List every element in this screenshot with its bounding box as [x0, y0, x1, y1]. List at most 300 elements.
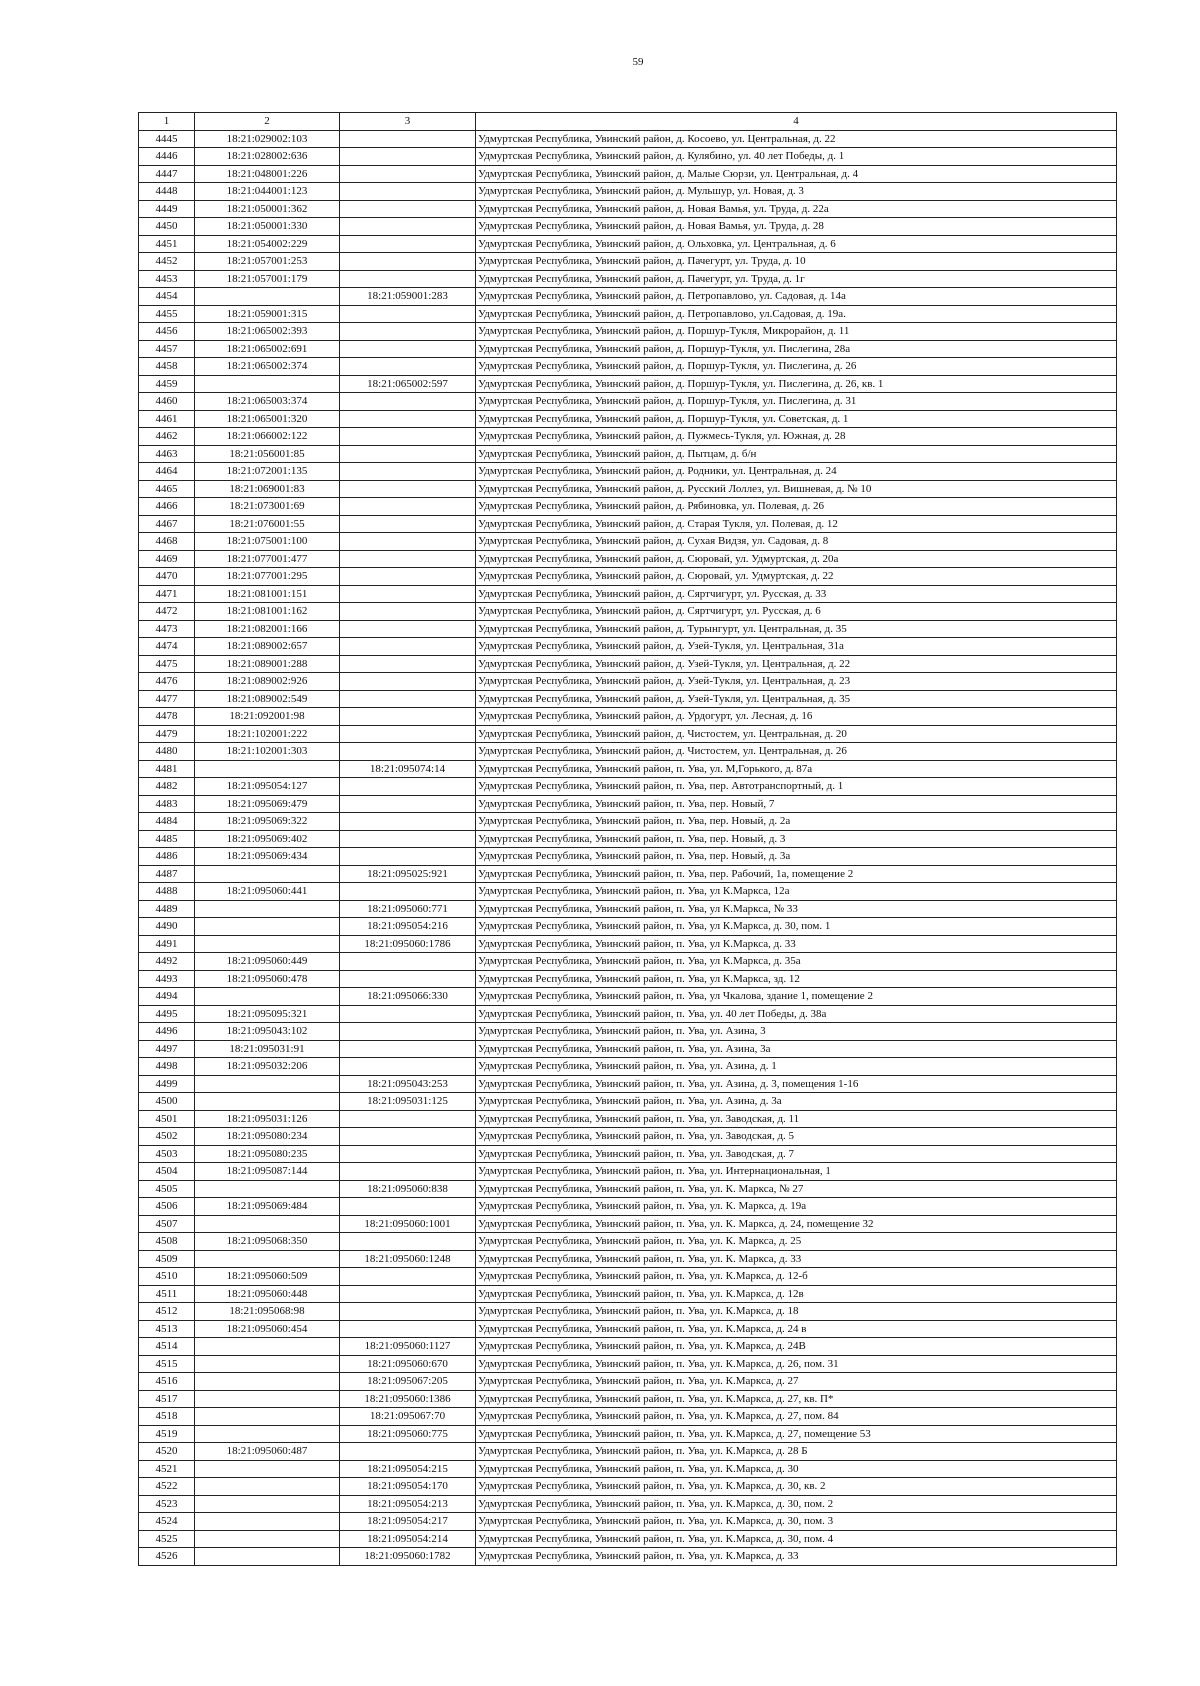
- cadastral-number-premises-cell: 18:21:095060:1001: [340, 1215, 476, 1233]
- cadastral-number-premises-cell: [340, 813, 476, 831]
- table-row: [139, 463, 1117, 481]
- cadastral-number-land-cell: 18:21:089002:549: [195, 690, 340, 708]
- cadastral-number-premises-cell: 18:21:095054:216: [340, 918, 476, 936]
- cadastral-number-premises-cell: 18:21:095060:1127: [340, 1338, 476, 1356]
- table-row: [139, 1215, 1117, 1233]
- address-cell: Удмуртская Республика, Увинский район, п. Ува, ул. К.Маркса, д. 27: [476, 1373, 1117, 1391]
- cadastral-number-premises-cell: [340, 393, 476, 411]
- cadastral-number-premises-cell: [340, 708, 476, 726]
- table-row: [139, 235, 1117, 253]
- cadastral-number-premises-cell: [340, 1198, 476, 1216]
- table-row: [139, 743, 1117, 761]
- address-cell: Удмуртская Республика, Увинский район, п. Ува, пер. Автотранспортный, д. 1: [476, 778, 1117, 796]
- cadastral-number-land-cell: 18:21:095043:102: [195, 1023, 340, 1041]
- row-number-cell: 4482: [139, 778, 195, 796]
- cadastral-number-premises-cell: 18:21:095025:921: [340, 865, 476, 883]
- table-row: [139, 498, 1117, 516]
- address-cell: Удмуртская Республика, Увинский район, п. Ува, ул. Азина, д. 3а: [476, 1093, 1117, 1111]
- row-number-cell: 4452: [139, 253, 195, 271]
- cadastral-number-land-cell: 18:21:076001:55: [195, 515, 340, 533]
- table-row: [139, 655, 1117, 673]
- row-number-cell: 4494: [139, 988, 195, 1006]
- cadastral-number-premises-cell: [340, 515, 476, 533]
- address-cell: Удмуртская Республика, Увинский район, д. Петропавлово, ул.Садовая, д. 19а.: [476, 305, 1117, 323]
- cadastral-number-premises-cell: 18:21:095060:1248: [340, 1250, 476, 1268]
- address-cell: Удмуртская Республика, Увинский район, п. Ува, ул Чкалова, здание 1, помещение 2: [476, 988, 1117, 1006]
- cadastral-number-land-cell: 18:21:066002:122: [195, 428, 340, 446]
- cadastral-number-premises-cell: [340, 690, 476, 708]
- cadastral-number-land-cell: [195, 900, 340, 918]
- table-row: [139, 270, 1117, 288]
- row-number-cell: 4493: [139, 970, 195, 988]
- cadastral-number-premises-cell: [340, 183, 476, 201]
- table-row: [139, 585, 1117, 603]
- cadastral-number-premises-cell: 18:21:095054:217: [340, 1513, 476, 1531]
- table-row: [139, 445, 1117, 463]
- row-number-cell: 4489: [139, 900, 195, 918]
- cadastral-number-premises-cell: [340, 148, 476, 166]
- cadastral-number-land-cell: 18:21:092001:98: [195, 708, 340, 726]
- cadastral-number-premises-cell: 18:21:095067:70: [340, 1408, 476, 1426]
- cadastral-number-premises-cell: [340, 1285, 476, 1303]
- cadastral-number-premises-cell: [340, 638, 476, 656]
- table-row: [139, 638, 1117, 656]
- table-row: [139, 848, 1117, 866]
- table-row: [139, 428, 1117, 446]
- row-number-cell: 4521: [139, 1460, 195, 1478]
- table-row: [139, 165, 1117, 183]
- row-number-cell: 4517: [139, 1390, 195, 1408]
- cadastral-number-premises-cell: [340, 1040, 476, 1058]
- row-number-cell: 4447: [139, 165, 195, 183]
- table-row: [139, 1408, 1117, 1426]
- table-row: [139, 550, 1117, 568]
- row-number-cell: 4449: [139, 200, 195, 218]
- address-cell: Удмуртская Республика, Увинский район, п. Ува, ул. К. Маркса, д. 25: [476, 1233, 1117, 1251]
- row-number-cell: 4510: [139, 1268, 195, 1286]
- table-row: [139, 1250, 1117, 1268]
- row-number-cell: 4516: [139, 1373, 195, 1391]
- cadastral-number-land-cell: 18:21:081001:162: [195, 603, 340, 621]
- address-cell: Удмуртская Республика, Увинский район, п. Ува, ул. Азина, 3: [476, 1023, 1117, 1041]
- table-row: [139, 515, 1117, 533]
- cadastral-number-land-cell: 18:21:057001:253: [195, 253, 340, 271]
- address-cell: Удмуртская Республика, Увинский район, п. Ува, ул. К.Маркса, д. 30, пом. 2: [476, 1495, 1117, 1513]
- row-number-cell: 4465: [139, 480, 195, 498]
- address-cell: Удмуртская Республика, Увинский район, п. Ува, ул. К. Маркса, д. 24, помещение 32: [476, 1215, 1117, 1233]
- address-cell: Удмуртская Республика, Увинский район, д. Турынгурт, ул. Центральная, д. 35: [476, 620, 1117, 638]
- address-cell: Удмуртская Республика, Увинский район, д. Узей-Тукля, ул. Центральная, 31а: [476, 638, 1117, 656]
- cadastral-number-premises-cell: [340, 568, 476, 586]
- address-cell: Удмуртская Республика, Увинский район, д. Поршур-Тукля, ул. Пислегина, д. 26, кв. 1: [476, 375, 1117, 393]
- page-number: 59: [632, 56, 644, 68]
- row-number-cell: 4450: [139, 218, 195, 236]
- table-row: [139, 1460, 1117, 1478]
- cadastral-number-premises-cell: [340, 235, 476, 253]
- row-number-cell: 4468: [139, 533, 195, 551]
- cadastral-number-premises-cell: [340, 428, 476, 446]
- table-row: [139, 480, 1117, 498]
- cadastral-number-land-cell: [195, 1075, 340, 1093]
- table-row: [139, 358, 1117, 376]
- address-cell: Удмуртская Республика, Увинский район, п. Ува, пер. Новый, д. 3а: [476, 848, 1117, 866]
- row-number-cell: 4503: [139, 1145, 195, 1163]
- cadastral-number-premises-cell: [340, 218, 476, 236]
- row-number-cell: 4470: [139, 568, 195, 586]
- row-number-cell: 4453: [139, 270, 195, 288]
- cadastral-number-land-cell: [195, 865, 340, 883]
- cadastral-number-premises-cell: [340, 463, 476, 481]
- address-cell: Удмуртская Республика, Увинский район, п. Ува, пер. Новый, д. 3: [476, 830, 1117, 848]
- row-number-cell: 4473: [139, 620, 195, 638]
- row-number-cell: 4472: [139, 603, 195, 621]
- address-cell: Удмуртская Республика, Увинский район, д. Сяртчигурт, ул. Русская, д. 6: [476, 603, 1117, 621]
- cadastral-number-land-cell: 18:21:095080:234: [195, 1128, 340, 1146]
- cadastral-number-land-cell: 18:21:095069:402: [195, 830, 340, 848]
- row-number-cell: 4460: [139, 393, 195, 411]
- cadastral-number-premises-cell: 18:21:095060:775: [340, 1425, 476, 1443]
- row-number-cell: 4509: [139, 1250, 195, 1268]
- table-row: [139, 1023, 1117, 1041]
- cadastral-number-land-cell: 18:21:056001:85: [195, 445, 340, 463]
- cadastral-number-land-cell: 18:21:095060:454: [195, 1320, 340, 1338]
- row-number-cell: 4501: [139, 1110, 195, 1128]
- address-cell: Удмуртская Республика, Увинский район, д. Ольховка, ул. Центральная, д. 6: [476, 235, 1117, 253]
- cadastral-number-premises-cell: [340, 498, 476, 516]
- cadastral-number-land-cell: 18:21:095060:441: [195, 883, 340, 901]
- cadastral-number-premises-cell: 18:21:095060:670: [340, 1355, 476, 1373]
- table-row: [139, 410, 1117, 428]
- table-row: [139, 935, 1117, 953]
- row-number-cell: 4451: [139, 235, 195, 253]
- table-row: [139, 1513, 1117, 1531]
- row-number-cell: 4455: [139, 305, 195, 323]
- cadastral-number-land-cell: [195, 288, 340, 306]
- row-number-cell: 4463: [139, 445, 195, 463]
- table-row: [139, 1495, 1117, 1513]
- address-cell: Удмуртская Республика, Увинский район, п. Ува, ул К.Маркса, 12а: [476, 883, 1117, 901]
- address-cell: Удмуртская Республика, Увинский район, д. Новая Вамья, ул. Труда, д. 22а: [476, 200, 1117, 218]
- cadastral-number-land-cell: 18:21:095060:449: [195, 953, 340, 971]
- row-number-cell: 4474: [139, 638, 195, 656]
- row-number-cell: 4484: [139, 813, 195, 831]
- address-cell: Удмуртская Республика, Увинский район, д. Новая Вамья, ул. Труда, д. 28: [476, 218, 1117, 236]
- cadastral-number-premises-cell: 18:21:095060:838: [340, 1180, 476, 1198]
- cadastral-number-land-cell: [195, 1460, 340, 1478]
- table-row: [139, 673, 1117, 691]
- address-cell: Удмуртская Республика, Увинский район, п. Ува, ул К.Маркса, д. 35а: [476, 953, 1117, 971]
- table-row: [139, 1303, 1117, 1321]
- cadastral-number-land-cell: 18:21:095069:322: [195, 813, 340, 831]
- table-row: [139, 1548, 1117, 1566]
- row-number-cell: 4477: [139, 690, 195, 708]
- row-number-cell: 4526: [139, 1548, 195, 1566]
- cadastral-number-premises-cell: [340, 1128, 476, 1146]
- cadastral-number-land-cell: [195, 1548, 340, 1566]
- address-cell: Удмуртская Республика, Увинский район, п. Ува, ул. Интернациональная, 1: [476, 1163, 1117, 1181]
- row-number-cell: 4499: [139, 1075, 195, 1093]
- cadastral-number-land-cell: 18:21:095080:235: [195, 1145, 340, 1163]
- cadastral-number-premises-cell: [340, 848, 476, 866]
- cadastral-number-premises-cell: [340, 323, 476, 341]
- cadastral-number-premises-cell: [340, 410, 476, 428]
- row-number-cell: 4523: [139, 1495, 195, 1513]
- row-number-cell: 4498: [139, 1058, 195, 1076]
- cadastral-number-land-cell: [195, 1478, 340, 1496]
- address-cell: Удмуртская Республика, Увинский район, д. Петропавлово, ул. Садовая, д. 14а: [476, 288, 1117, 306]
- cadastral-number-land-cell: 18:21:102001:303: [195, 743, 340, 761]
- address-cell: Удмуртская Республика, Увинский район, п. Ува, ул. Азина, 3а: [476, 1040, 1117, 1058]
- address-cell: Удмуртская Республика, Увинский район, д. Сухая Видзя, ул. Садовая, д. 8: [476, 533, 1117, 551]
- table-row: [139, 323, 1117, 341]
- cadastral-number-premises-cell: 18:21:095031:125: [340, 1093, 476, 1111]
- cadastral-number-premises-cell: [340, 673, 476, 691]
- address-cell: Удмуртская Республика, Увинский район, д. Узей-Тукля, ул. Центральная, д. 22: [476, 655, 1117, 673]
- table-row: [139, 1145, 1117, 1163]
- address-cell: Удмуртская Республика, Увинский район, п. Ува, ул. К.Маркса, д. 30: [476, 1460, 1117, 1478]
- table-row: [139, 1443, 1117, 1461]
- cadastral-number-land-cell: 18:21:089002:926: [195, 673, 340, 691]
- row-number-cell: 4466: [139, 498, 195, 516]
- address-cell: Удмуртская Республика, Увинский район, п. Ува, ул К.Маркса, зд. 12: [476, 970, 1117, 988]
- row-number-cell: 4445: [139, 130, 195, 148]
- address-cell: Удмуртская Республика, Увинский район, п. Ува, ул. К.Маркса, д. 12-б: [476, 1268, 1117, 1286]
- address-cell: Удмуртская Республика, Увинский район, д. Мульшур, ул. Новая, д. 3: [476, 183, 1117, 201]
- address-cell: Удмуртская Республика, Увинский район, д. Кулябино, ул. 40 лет Победы, д. 1: [476, 148, 1117, 166]
- row-number-cell: 4519: [139, 1425, 195, 1443]
- row-number-cell: 4478: [139, 708, 195, 726]
- address-cell: Удмуртская Республика, Увинский район, п. Ува, ул. К.Маркса, д. 18: [476, 1303, 1117, 1321]
- cadastral-number-land-cell: 18:21:065001:320: [195, 410, 340, 428]
- table-row: [139, 253, 1117, 271]
- cadastral-number-land-cell: 18:21:095054:127: [195, 778, 340, 796]
- table-row: [139, 393, 1117, 411]
- cadastral-number-land-cell: 18:21:050001:330: [195, 218, 340, 236]
- cadastral-number-premises-cell: 18:21:095060:1386: [340, 1390, 476, 1408]
- row-number-cell: 4504: [139, 1163, 195, 1181]
- cadastral-number-premises-cell: [340, 725, 476, 743]
- table-row: [139, 883, 1117, 901]
- cadastral-number-land-cell: 18:21:069001:83: [195, 480, 340, 498]
- cadastral-number-land-cell: 18:21:095031:126: [195, 1110, 340, 1128]
- cadastral-number-land-cell: 18:21:065002:393: [195, 323, 340, 341]
- row-number-cell: 4488: [139, 883, 195, 901]
- row-number-cell: 4500: [139, 1093, 195, 1111]
- address-cell: Удмуртская Республика, Увинский район, п. Ува, ул. К.Маркса, д. 26, пом. 31: [476, 1355, 1117, 1373]
- address-cell: Удмуртская Республика, Увинский район, д. Поршур-Тукля, ул. Пислегина, 28а: [476, 340, 1117, 358]
- cadastral-number-land-cell: [195, 1093, 340, 1111]
- table-row: [139, 340, 1117, 358]
- address-cell: Удмуртская Республика, Увинский район, п. Ува, ул. К.Маркса, д. 24 в: [476, 1320, 1117, 1338]
- cadastral-number-premises-cell: 18:21:095067:205: [340, 1373, 476, 1391]
- cadastral-number-land-cell: 18:21:072001:135: [195, 463, 340, 481]
- column-header-3: 3: [340, 113, 476, 131]
- address-cell: Удмуртская Республика, Увинский район, д. Сяртчигурт, ул. Русская, д. 33: [476, 585, 1117, 603]
- row-number-cell: 4508: [139, 1233, 195, 1251]
- address-cell: Удмуртская Республика, Увинский район, д. Урдогурт, ул. Лесная, д. 16: [476, 708, 1117, 726]
- cadastral-number-land-cell: [195, 375, 340, 393]
- table-row: [139, 183, 1117, 201]
- cadastral-number-premises-cell: [340, 533, 476, 551]
- address-cell: Удмуртская Республика, Увинский район, п. Ува, ул. К. Маркса, д. 19а: [476, 1198, 1117, 1216]
- cadastral-number-premises-cell: [340, 655, 476, 673]
- table-row: [139, 1530, 1117, 1548]
- table-row: [139, 1075, 1117, 1093]
- table-row: [139, 305, 1117, 323]
- address-cell: Удмуртская Республика, Увинский район, п. Ува, ул. К.Маркса, д. 30, кв. 2: [476, 1478, 1117, 1496]
- address-cell: Удмуртская Республика, Увинский район, п. Ува, ул К.Маркса, д. 33: [476, 935, 1117, 953]
- row-number-cell: 4459: [139, 375, 195, 393]
- table-row: [139, 813, 1117, 831]
- row-number-cell: 4524: [139, 1513, 195, 1531]
- registry-table: [138, 112, 1117, 1566]
- address-cell: Удмуртская Республика, Увинский район, д. Пачегурт, ул. Труда, д. 1г: [476, 270, 1117, 288]
- cadastral-number-premises-cell: [340, 1303, 476, 1321]
- cadastral-number-premises-cell: [340, 200, 476, 218]
- row-number-cell: 4491: [139, 935, 195, 953]
- address-cell: Удмуртская Республика, Увинский район, п. Ува, ул. К.Маркса, д. 27, кв. П*: [476, 1390, 1117, 1408]
- table-row: [139, 830, 1117, 848]
- cadastral-number-land-cell: 18:21:089001:288: [195, 655, 340, 673]
- table-row: [139, 1285, 1117, 1303]
- cadastral-number-land-cell: [195, 935, 340, 953]
- cadastral-number-premises-cell: [340, 130, 476, 148]
- cadastral-number-land-cell: 18:21:044001:123: [195, 183, 340, 201]
- cadastral-number-land-cell: 18:21:095060:478: [195, 970, 340, 988]
- address-cell: Удмуртская Республика, Увинский район, п. Ува, ул К.Маркса, № 33: [476, 900, 1117, 918]
- cadastral-number-land-cell: [195, 1495, 340, 1513]
- table-row: [139, 708, 1117, 726]
- address-cell: Удмуртская Республика, Увинский район, п. Ува, ул. К.Маркса, д. 27, помещение 53: [476, 1425, 1117, 1443]
- cadastral-number-land-cell: [195, 988, 340, 1006]
- cadastral-number-premises-cell: [340, 358, 476, 376]
- cadastral-number-premises-cell: [340, 550, 476, 568]
- cadastral-number-land-cell: [195, 1425, 340, 1443]
- table-row: [139, 970, 1117, 988]
- cadastral-number-premises-cell: [340, 1268, 476, 1286]
- row-number-cell: 4475: [139, 655, 195, 673]
- row-number-cell: 4506: [139, 1198, 195, 1216]
- table-row: [139, 1338, 1117, 1356]
- address-cell: Удмуртская Республика, Увинский район, п. Ува, пер. Новый, 7: [476, 795, 1117, 813]
- row-number-cell: 4469: [139, 550, 195, 568]
- address-cell: Удмуртская Республика, Увинский район, п. Ува, ул. К. Маркса, № 27: [476, 1180, 1117, 1198]
- row-number-cell: 4514: [139, 1338, 195, 1356]
- table-row: [139, 1233, 1117, 1251]
- table-row: [139, 1005, 1117, 1023]
- row-number-cell: 4507: [139, 1215, 195, 1233]
- cadastral-number-land-cell: [195, 760, 340, 778]
- row-number-cell: 4461: [139, 410, 195, 428]
- cadastral-number-land-cell: 18:21:054002:229: [195, 235, 340, 253]
- address-cell: Удмуртская Республика, Увинский район, д. Узей-Тукля, ул. Центральная, д. 23: [476, 673, 1117, 691]
- table-row: [139, 533, 1117, 551]
- row-number-cell: 4471: [139, 585, 195, 603]
- table-row: [139, 1093, 1117, 1111]
- row-number-cell: 4457: [139, 340, 195, 358]
- table-row: [139, 1040, 1117, 1058]
- table-row: [139, 148, 1117, 166]
- table-row: [139, 1268, 1117, 1286]
- address-cell: Удмуртская Республика, Увинский район, д. Чистостем, ул. Центральная, д. 20: [476, 725, 1117, 743]
- cadastral-number-land-cell: 18:21:095032:206: [195, 1058, 340, 1076]
- cadastral-number-premises-cell: [340, 270, 476, 288]
- cadastral-number-premises-cell: [340, 970, 476, 988]
- table-row: [139, 1478, 1117, 1496]
- row-number-cell: 4492: [139, 953, 195, 971]
- address-cell: Удмуртская Республика, Увинский район, д. Пытцам, д. б/н: [476, 445, 1117, 463]
- row-number-cell: 4483: [139, 795, 195, 813]
- address-cell: Удмуртская Республика, Увинский район, д. Сюровай, ул. Удмуртская, д. 22: [476, 568, 1117, 586]
- row-number-cell: 4496: [139, 1023, 195, 1041]
- table-row: [139, 918, 1117, 936]
- cadastral-number-premises-cell: [340, 340, 476, 358]
- cadastral-number-land-cell: 18:21:095060:487: [195, 1443, 340, 1461]
- column-header-2: 2: [195, 113, 340, 131]
- cadastral-number-land-cell: 18:21:028002:636: [195, 148, 340, 166]
- address-cell: Удмуртская Республика, Увинский район, п. Ува, ул. К.Маркса, д. 24В: [476, 1338, 1117, 1356]
- cadastral-number-premises-cell: [340, 883, 476, 901]
- cadastral-number-premises-cell: [340, 1110, 476, 1128]
- cadastral-number-premises-cell: [340, 1233, 476, 1251]
- table-row: [139, 760, 1117, 778]
- cadastral-number-land-cell: 18:21:102001:222: [195, 725, 340, 743]
- row-number-cell: 4476: [139, 673, 195, 691]
- cadastral-number-premises-cell: [340, 1058, 476, 1076]
- row-number-cell: 4458: [139, 358, 195, 376]
- row-number-cell: 4525: [139, 1530, 195, 1548]
- cadastral-number-land-cell: [195, 1373, 340, 1391]
- address-cell: Удмуртская Республика, Увинский район, д. Родники, ул. Центральная, д. 24: [476, 463, 1117, 481]
- table-row: [139, 130, 1117, 148]
- cadastral-number-land-cell: 18:21:095069:479: [195, 795, 340, 813]
- table-row: [139, 200, 1117, 218]
- table-row: [139, 988, 1117, 1006]
- address-cell: Удмуртская Республика, Увинский район, п. Ува, ул. Азина, д. 3, помещения 1-16: [476, 1075, 1117, 1093]
- address-cell: Удмуртская Республика, Увинский район, п. Ува, ул К.Маркса, д. 30, пом. 1: [476, 918, 1117, 936]
- cadastral-number-land-cell: 18:21:095087:144: [195, 1163, 340, 1181]
- cadastral-number-land-cell: 18:21:057001:179: [195, 270, 340, 288]
- row-number-cell: 4502: [139, 1128, 195, 1146]
- cadastral-number-premises-cell: [340, 1145, 476, 1163]
- cadastral-number-premises-cell: [340, 253, 476, 271]
- cadastral-number-land-cell: 18:21:095095:321: [195, 1005, 340, 1023]
- cadastral-number-premises-cell: 18:21:095054:170: [340, 1478, 476, 1496]
- address-cell: Удмуртская Республика, Увинский район, п. Ува, ул. К.Маркса, д. 30, пом. 3: [476, 1513, 1117, 1531]
- cadastral-number-land-cell: 18:21:048001:226: [195, 165, 340, 183]
- column-header-4: 4: [476, 113, 1117, 131]
- table-row: [139, 603, 1117, 621]
- table-row: [139, 1180, 1117, 1198]
- cadastral-number-land-cell: [195, 918, 340, 936]
- cadastral-number-premises-cell: 18:21:095060:1782: [340, 1548, 476, 1566]
- address-cell: Удмуртская Республика, Увинский район, п. Ува, ул. М,Горького, д. 87а: [476, 760, 1117, 778]
- cadastral-number-premises-cell: [340, 585, 476, 603]
- table-row: [139, 1320, 1117, 1338]
- cadastral-number-land-cell: [195, 1180, 340, 1198]
- cadastral-number-premises-cell: 18:21:095054:213: [340, 1495, 476, 1513]
- row-number-cell: 4505: [139, 1180, 195, 1198]
- cadastral-number-land-cell: [195, 1215, 340, 1233]
- table-row: [139, 690, 1117, 708]
- table-row: [139, 778, 1117, 796]
- address-cell: Удмуртская Республика, Увинский район, д. Сюровай, ул. Удмуртская, д. 20а: [476, 550, 1117, 568]
- cadastral-number-land-cell: 18:21:077001:477: [195, 550, 340, 568]
- column-header-1: 1: [139, 113, 195, 131]
- table-row: [139, 1163, 1117, 1181]
- row-number-cell: 4464: [139, 463, 195, 481]
- table-row: [139, 218, 1117, 236]
